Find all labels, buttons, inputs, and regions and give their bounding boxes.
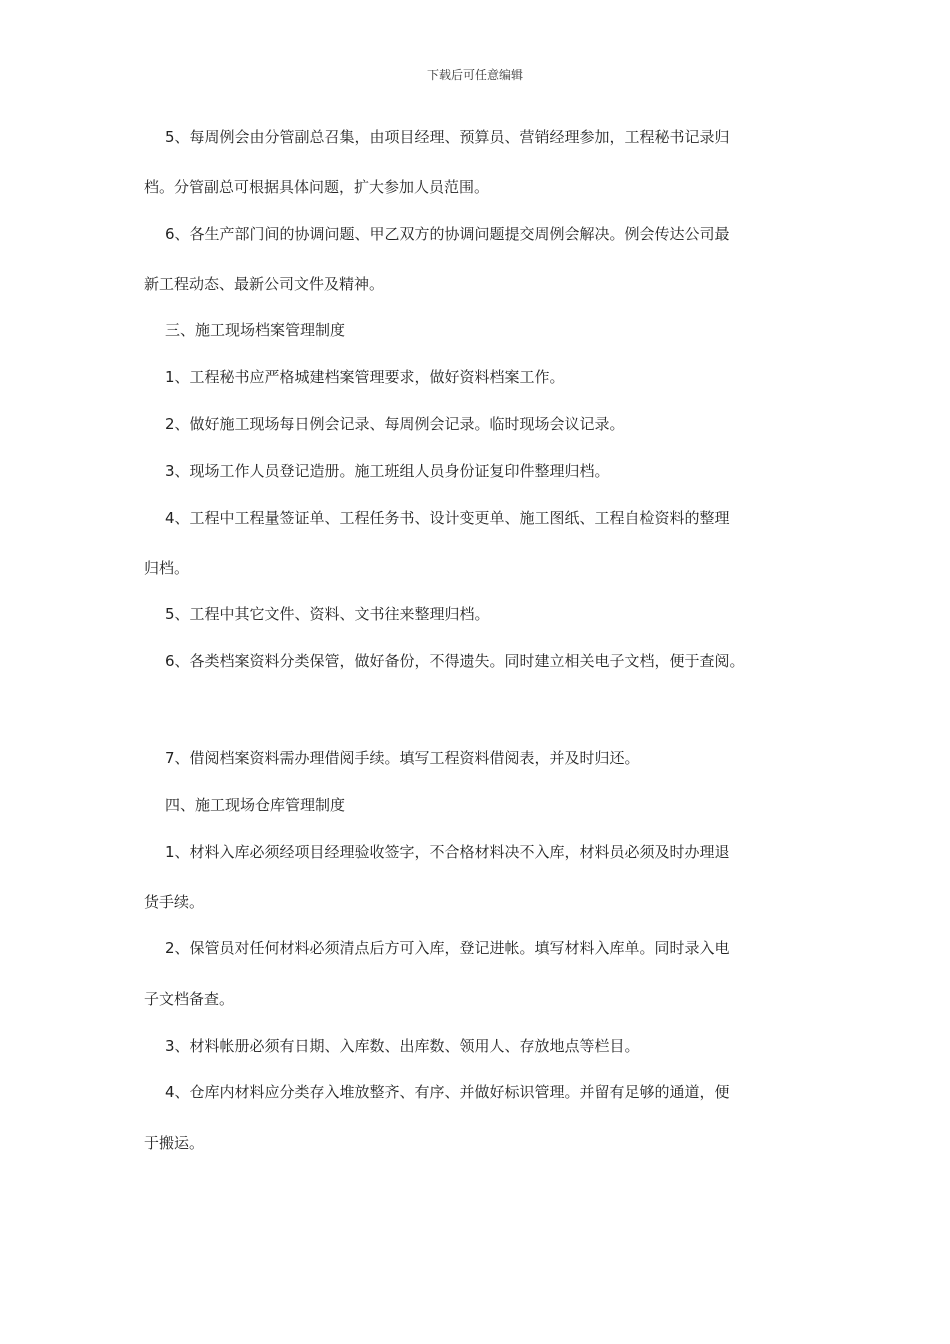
- paragraph-line: 新工程动态、最新公司文件及精神。: [144, 275, 385, 293]
- paragraph-line: 档。分管副总可根据具体问题，扩大参加人员范围。: [144, 178, 490, 196]
- paragraph-line: 1、工程秘书应严格城建档案管理要求，做好资料档案工作。: [165, 368, 565, 386]
- paragraph-line: 5、每周例会由分管副总召集，由项目经理、预算员、营销经理参加，工程秘书记录归: [165, 128, 730, 146]
- paragraph-line: 5、工程中其它文件、资料、文书往来整理归档。: [165, 605, 490, 623]
- paragraph-line: 2、保管员对任何材料必须清点后方可入库，登记进帐。填写材料入库单。同时录入电: [165, 939, 730, 957]
- paragraph-line: 2、做好施工现场每日例会记录、每周例会记录。临时现场会议记录。: [165, 415, 625, 433]
- paragraph-line: 7、借阅档案资料需办理借阅手续。填写工程资料借阅表，并及时归还。: [165, 749, 640, 767]
- page-header: 下载后可任意编辑: [426, 68, 523, 82]
- paragraph-line: 于搬运。: [144, 1134, 205, 1152]
- paragraph-line: 归档。: [144, 559, 190, 577]
- paragraph-line: 6、各类档案资料分类保管，做好备份，不得遗失。同时建立相关电子文档，便于查阅。: [165, 652, 745, 670]
- paragraph-line: 4、仓库内材料应分类存入堆放整齐、有序、并做好标识管理。并留有足够的通道，便: [165, 1083, 730, 1101]
- paragraph-line: 6、各生产部门间的协调问题、甲乙双方的协调问题提交周例会解决。例会传达公司最: [165, 225, 730, 243]
- paragraph-line: 1、材料入库必须经项目经理验收签字，不合格材料决不入库，材料员必须及时办理退: [165, 843, 730, 861]
- section-heading: 四、施工现场仓库管理制度: [165, 796, 346, 814]
- paragraph-line: 3、现场工作人员登记造册。施工班组人员身份证复印件整理归档。: [165, 462, 610, 480]
- paragraph-line: 货手续。: [144, 893, 205, 911]
- paragraph-line: 子文档备查。: [144, 990, 235, 1008]
- paragraph-line: 3、材料帐册必须有日期、入库数、出库数、领用人、存放地点等栏目。: [165, 1037, 640, 1055]
- section-heading: 三、施工现场档案管理制度: [165, 321, 346, 339]
- paragraph-line: 4、工程中工程量签证单、工程任务书、设计变更单、施工图纸、工程自检资料的整理: [165, 509, 730, 527]
